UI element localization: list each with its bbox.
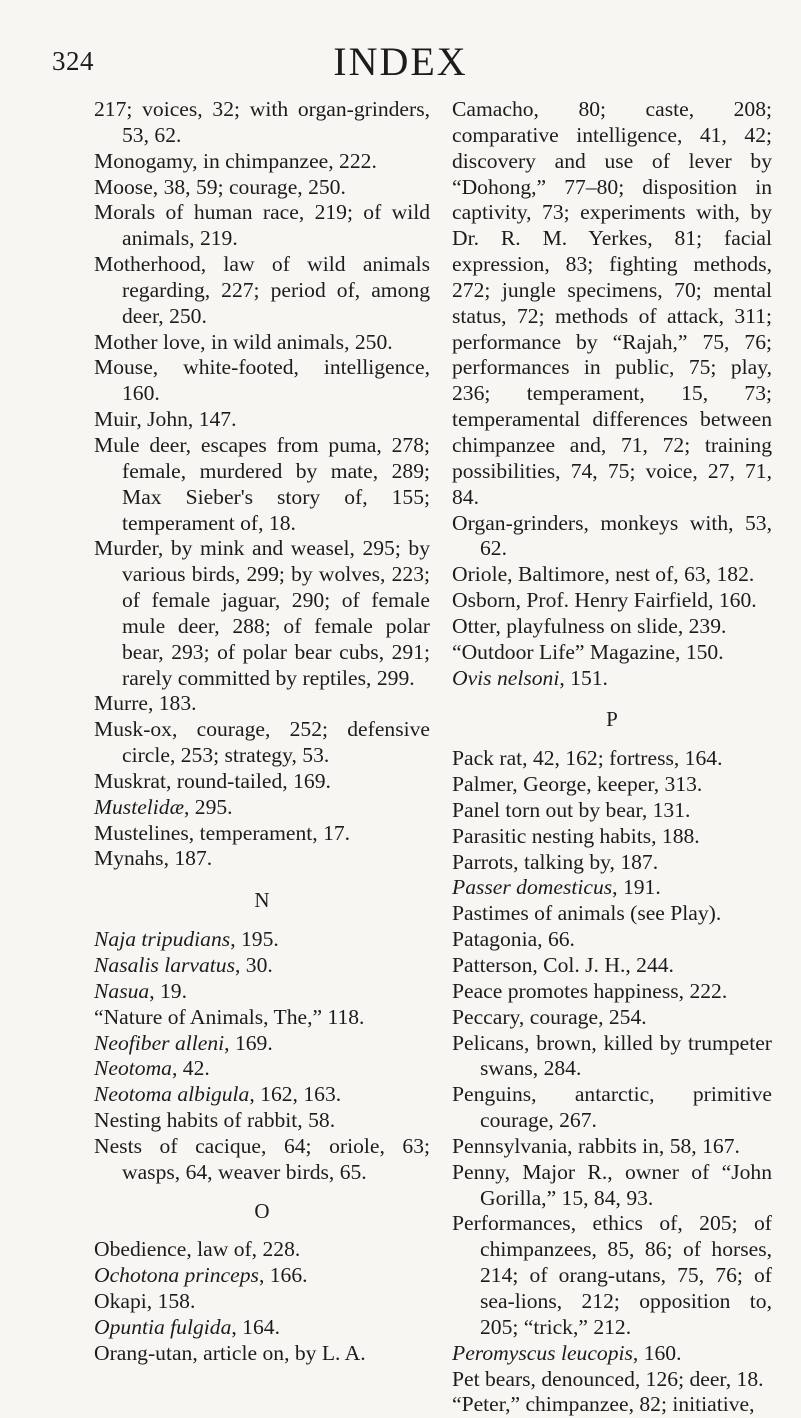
index-entry: Monogamy, in chimpanzee, 222. <box>94 148 377 173</box>
index-entry: Naja tripudians, 195. <box>94 927 279 952</box>
index-entry: Orang-utan, article on, by L. A. <box>94 1340 366 1365</box>
index-entry: Nesting habits of rabbit, 58. <box>94 1108 336 1133</box>
index-entry: Passer domesticus, 191. <box>452 875 661 900</box>
index-entry: Mouse, white-footed, intelligence, 160. <box>94 355 430 406</box>
index-entry: Panel torn out by bear, 131. <box>452 797 691 822</box>
index-entry: Peace promotes happiness, 222. <box>452 978 728 1003</box>
left-column <box>94 97 430 1367</box>
index-entry: Moose, 38, 59; courage, 250. <box>94 174 346 199</box>
index-entry: Morals of human race, 219; of wild animals, 219. <box>94 200 430 251</box>
index-entry: Opuntia fulgida, 164. <box>94 1314 280 1339</box>
index-entry: Patterson, Col. J. H., 244. <box>452 953 674 977</box>
index-entry: Ovis nelsoni, 151. <box>452 665 608 690</box>
index-entry: Parrots, talking by, 187. <box>452 849 659 874</box>
section-heading-n: N <box>254 888 270 913</box>
index-entry: Neotoma albigula, 162, 163. <box>94 1082 342 1107</box>
index-entry: Organ-grinders, monkeys with, 53, 62. <box>452 510 772 561</box>
index-entry: Mustelines, temperament, 17. <box>94 820 351 845</box>
index-entry: 217; voices, 32; with organ-grinders, 53, 62. <box>94 97 430 147</box>
index-entry: Parasitic nesting habits, 188. <box>452 823 700 848</box>
index-entry: Okapi, 158. <box>94 1289 196 1314</box>
page-number: 324 <box>52 46 94 76</box>
index-entry: Nasua, 19. <box>94 978 187 1003</box>
index-entry: Otter, playfulness on slide, 239. <box>452 613 727 638</box>
index-entry: “Peter,” chimpanzee, 82; initiative, <box>452 1392 755 1417</box>
index-entry: Pet bears, denounced, 126; deer, 18. <box>452 1366 764 1391</box>
index-entry: Murder, by mink and weasel, 295; by various birds, 299; by wolves, 223; of female jaguar, 290; of female mule deer, 288; of female polar bear, 293; of polar bear cubs, 291; rarely committed by reptiles, 299. <box>94 536 430 690</box>
index-entry: Mustelidæ, 295. <box>94 794 233 819</box>
index-entry: Pelicans, brown, killed by trumpeter swans, 284. <box>452 1030 772 1081</box>
index-entry: Mother love, in wild animals, 250. <box>94 329 393 354</box>
index-entry: Pennsylvania, rabbits in, 58, 167. <box>452 1133 740 1158</box>
index-entry: Mynahs, 187. <box>94 846 213 871</box>
section-heading-p: P <box>606 707 618 732</box>
index-entry: Muir, John, 147. <box>94 407 237 432</box>
section-heading-o: O <box>254 1198 270 1223</box>
index-entry: Mule deer, escapes from puma, 278; female, murdered by mate, 289; Max Sieber's story of, 155; temperament of, 18. <box>94 432 430 535</box>
index-entry: Oriole, Baltimore, nest of, 63, 182. <box>452 562 755 587</box>
index-entry: Musk-ox, courage, 252; defensive circle, 253; strategy, 53. <box>94 717 430 768</box>
index-entry: Murre, 183. <box>94 691 197 716</box>
index-entry: Muskrat, round-tailed, 169. <box>94 768 331 793</box>
index-entry: Patagonia, 66. <box>452 927 575 952</box>
index-entry: Motherhood, law of wild animals regarding, 227; period of, among deer, 250. <box>94 252 430 328</box>
index-entry: “Outdoor Life” Magazine, 150. <box>452 639 724 664</box>
index-entry: Nasalis larvatus, 30. <box>94 953 273 977</box>
right-column <box>452 97 772 1418</box>
index-entry: Penguins, antarctic, primitive courage, 267. <box>452 1082 772 1133</box>
index-entry: Osborn, Prof. Henry Fairfield, 160. <box>452 588 757 613</box>
index-entry: Performances, ethics of, 205; of chimpanzees, 85, 86; of horses, 214; of orang-utans, 75, 76; of sea-lions, 212; opposition to, 205; “trick,” 212. <box>452 1211 772 1339</box>
index-entry: Peromyscus leucopis, 160. <box>452 1340 682 1365</box>
index-entry: Neofiber alleni, 169. <box>94 1030 273 1055</box>
index-entry: Palmer, George, keeper, 313. <box>452 772 703 797</box>
index-entry: Penny, Major R., owner of “John Gorilla,” 15, 84, 93. <box>452 1159 772 1210</box>
index-entry: Pack rat, 42, 162; fortress, 164. <box>452 746 723 771</box>
page-title: INDEX <box>333 39 468 84</box>
index-entry: Peccary, courage, 254. <box>452 1004 647 1029</box>
index-entry: Pastimes of animals (see Play). <box>452 901 722 926</box>
index-entry: Nests of cacique, 64; oriole, 63; wasps, 64, weaver birds, 65. <box>94 1133 430 1184</box>
index-entry: Camacho, 80; caste, 208; comparative intelligence, 41, 42; discovery and use of lever by “Dohong,” 77–80; disposition in captivity, 73; experiments with, by Dr. R. M. Yerkes, 81; facial expression, 83; fighting methods, 272; jungle specimens, 70; mental status, 72; methods of attack, 311; performance by “Rajah,” 75, 76; performances in public, 75; play, 236; temperament, 15, 73; temperamental differences between chimpanzee and, 71, 72; training possibilities, 74, 75; voice, 27, 71, 84. <box>452 97 772 509</box>
index-entry: Neotoma, 42. <box>94 1056 210 1081</box>
index-entry: Obedience, law of, 228. <box>94 1237 301 1262</box>
index-entry: Ochotona princeps, 166. <box>94 1263 308 1288</box>
index-entry: “Nature of Animals, The,” 118. <box>94 1004 365 1029</box>
